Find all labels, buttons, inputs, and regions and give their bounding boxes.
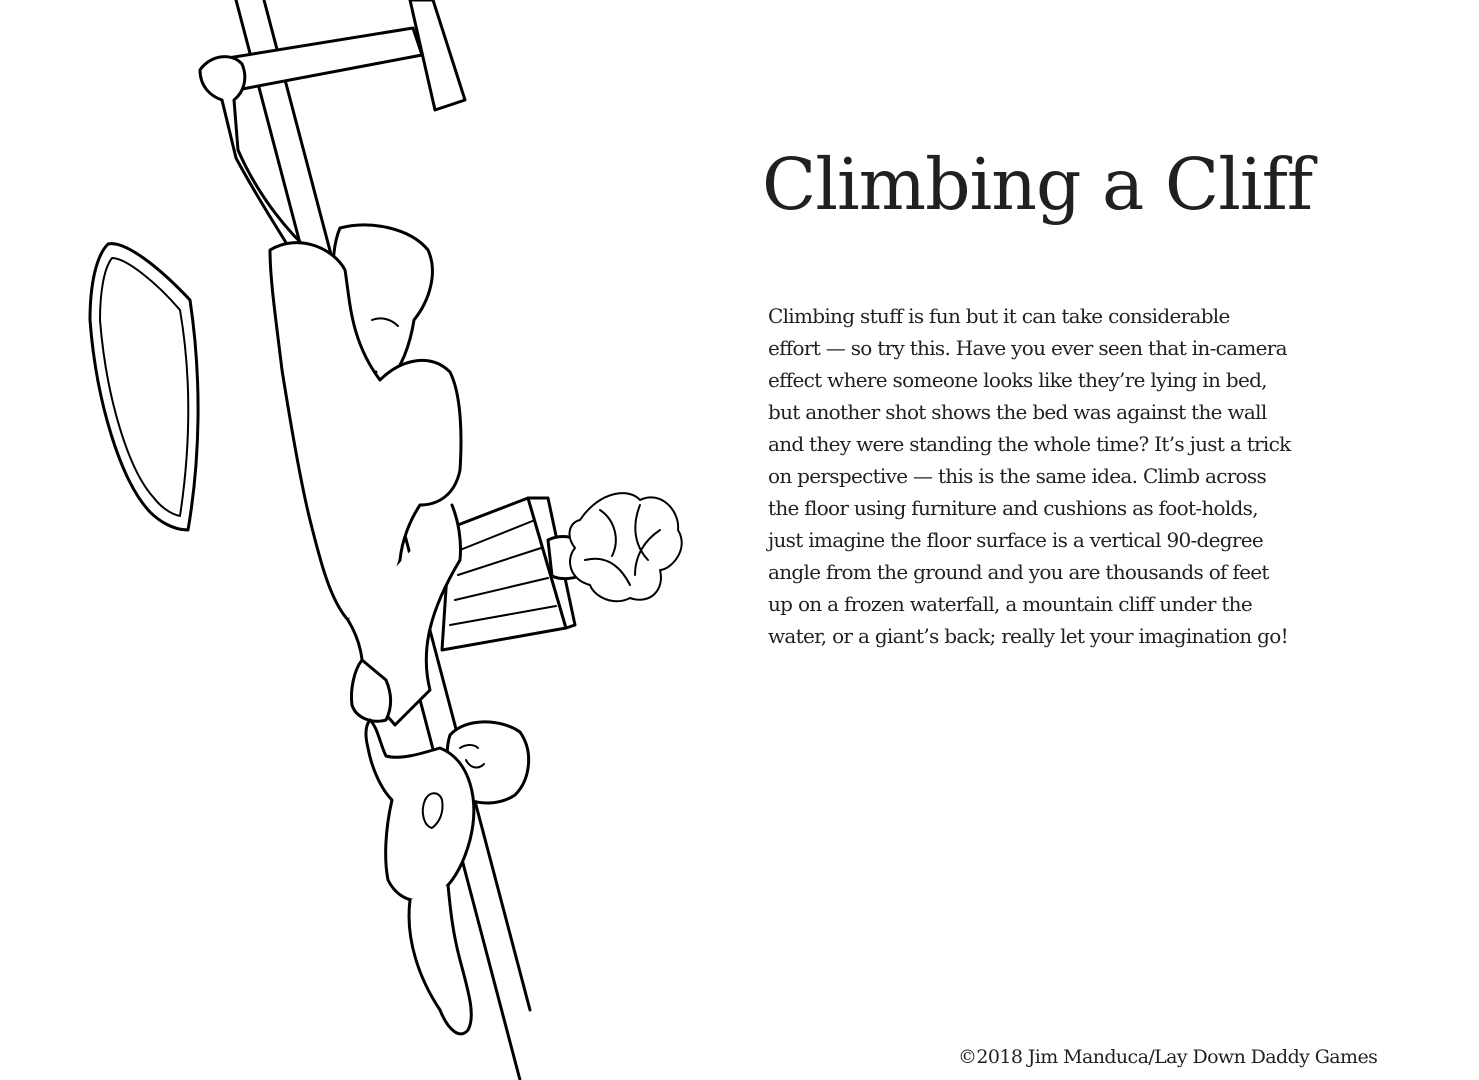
body-line: the floor using furniture and cushions as foot-holds, (768, 496, 1258, 520)
body-line: effect where someone looks like they’re lying in bed, (768, 368, 1267, 392)
coloring-illustration (0, 0, 720, 1080)
body-line: and they were standing the whole time? It’s just a trick (768, 432, 1291, 456)
climbing-scene-illustration-icon (0, 0, 720, 1080)
child-figure (366, 720, 529, 1034)
side-table-with-plant (442, 493, 682, 650)
body-line: just imagine the floor surface is a vertical 90-degree (768, 528, 1264, 552)
body-line: angle from the ground and you are thousands of feet (768, 560, 1269, 584)
pillow-cushion (90, 244, 198, 530)
body-line: Climbing stuff is fun but it can take considerable (768, 304, 1230, 328)
body-line: effort — so try this. Have you ever seen that in-camera (768, 336, 1287, 360)
copyright-notice: ©2018 Jim Manduca/Lay Down Daddy Games (958, 1046, 1378, 1068)
father-figure (200, 57, 461, 725)
page-title: Climbing a Cliff (762, 143, 1313, 226)
body-line: water, or a giant’s back; really let your imagination go! (768, 624, 1288, 648)
body-line: up on a frozen waterfall, a mountain cliff under the (768, 592, 1253, 616)
body-line: on perspective — this is the same idea. Climb across (768, 464, 1267, 488)
body-paragraph (768, 300, 1328, 652)
chair-furniture (228, 0, 465, 110)
body-line: but another shot shows the bed was against the wall (768, 400, 1267, 424)
